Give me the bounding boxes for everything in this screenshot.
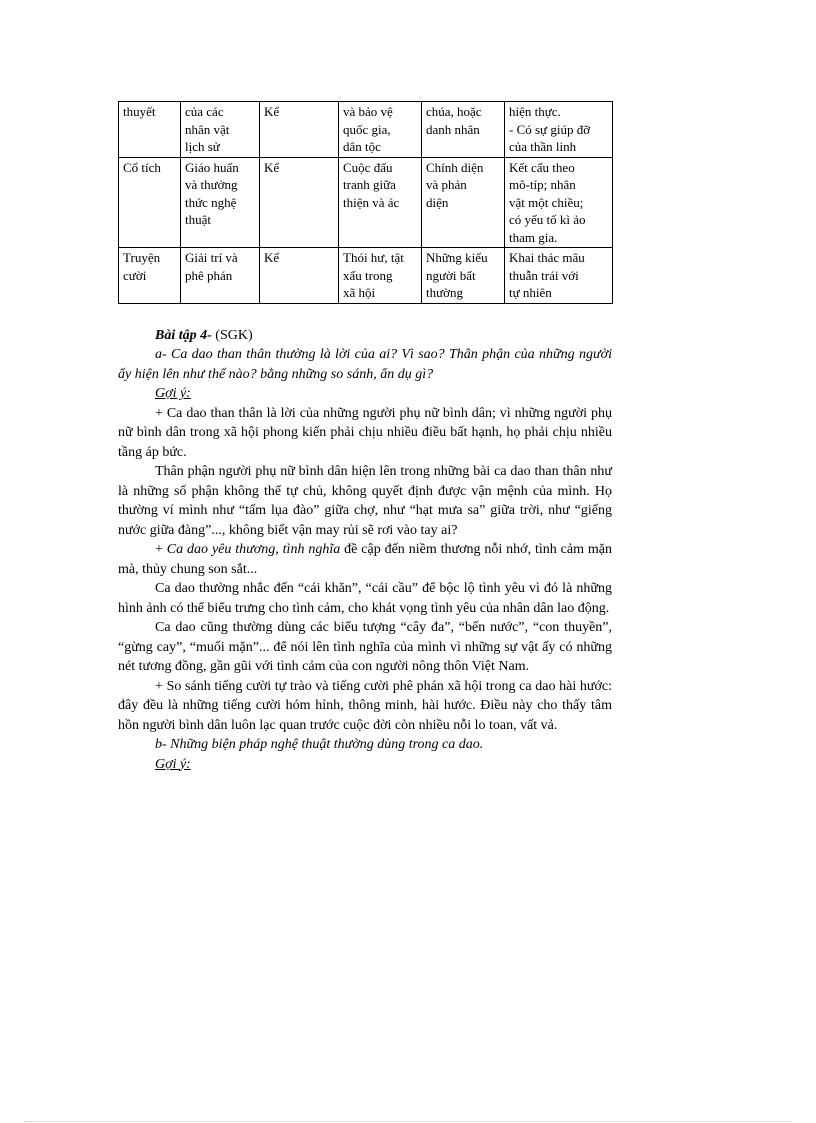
table-cell — [339, 102, 422, 158]
paragraph-4: Ca dao thường nhắc đến “cái khăn”, “cái cầu” để bộc lộ tình yêu vì đó là những hình ảnh có thể biểu trưng cho tình cảm, cho khát vọng tình yêu của nhân dân lao động. — [118, 581, 612, 616]
table-cell — [339, 157, 422, 248]
hint-label-a: Gợi ý: — [155, 386, 191, 401]
cell-text: xã hội — [343, 285, 376, 300]
table-cell — [505, 102, 613, 158]
table-cell — [119, 102, 181, 158]
cell-text: nhân vật — [185, 121, 230, 137]
cell-text: thuật — [185, 212, 211, 227]
question-a: a- Ca dao than thân thường là lời của ai? Vì sao? Thân phận của những người ấy hiện lên như thế nào? bằng những so sánh, ẩn dụ gì? — [118, 347, 612, 382]
document-page — [118, 101, 612, 774]
cell-text: có yếu tố kì ảo — [509, 212, 586, 227]
cell-text: thức nghệ — [185, 194, 237, 210]
table-cell — [422, 157, 505, 248]
table-cell — [422, 102, 505, 158]
cell-text: mô-típ; nhân — [509, 177, 576, 192]
cell-text: Khai thác mâu — [509, 250, 585, 265]
table-row — [119, 248, 613, 304]
table-cell — [339, 248, 422, 304]
table-cell — [260, 157, 339, 248]
cell-text: chúa, hoặc — [426, 104, 482, 119]
cell-text: Chính diện — [426, 159, 484, 175]
cell-text: thuẫn trái với — [509, 267, 579, 283]
genre-table — [118, 101, 613, 304]
table-cell — [119, 157, 181, 248]
cell-text: quốc gia, — [343, 121, 391, 137]
table-cell — [422, 248, 505, 304]
paragraph-3-prefix: + — [155, 542, 167, 557]
cell-text: Kết cấu theo — [509, 159, 575, 175]
cell-text: thuyết — [123, 104, 156, 119]
cell-text: và bảo vệ — [343, 104, 393, 119]
cell-text: thường — [426, 285, 464, 300]
exercise-heading — [118, 326, 612, 346]
exercise-section — [118, 326, 612, 775]
cell-text: Cuộc đấu — [343, 159, 393, 175]
cell-text: hiện thực. — [509, 104, 561, 119]
exercise-title: Bài tập 4- — [155, 327, 212, 343]
cell-text: Giải trí và — [185, 250, 238, 265]
cell-text: và phản — [426, 177, 467, 192]
paragraph-1: + Ca dao than thân là lời của những người phụ nữ bình dân; vì những người phụ nữ bình dân trong xã hội phong kiến phải chịu nhiều điều bất hạnh, họ phải chịu nhiều tầng áp bức. — [118, 405, 612, 460]
cell-text: vật một chiều; — [509, 194, 584, 210]
paragraph-2: Thân phận người phụ nữ bình dân hiện lên trong những bài ca dao than thân như là những số phận không thể tự chủ, không quyết định được vận mệnh của mình. Họ thường ví mình như “tấm lụa đào” giữa chợ, như “hạt mưa sa” giữa trời, như “giếng nước giữa đàng”..., không biết vận may rủi sẽ rơi vào tay ai? — [118, 464, 612, 538]
cell-text: người bất — [426, 267, 476, 283]
cell-text: của thần linh — [509, 139, 577, 154]
exercise-source: (SGK) — [211, 327, 253, 343]
cell-text: danh nhân — [426, 121, 480, 137]
cell-text: Kể — [264, 159, 280, 175]
table-cell — [119, 248, 181, 304]
cell-text: và thưởng — [185, 177, 238, 192]
table-cell — [505, 157, 613, 248]
cell-text: xấu trong — [343, 267, 393, 283]
cell-text: tự nhiên — [509, 285, 552, 300]
table-cell — [181, 157, 260, 248]
cell-text: tham gia. — [509, 229, 558, 245]
cell-text: - Có sự giúp đỡ — [509, 121, 591, 137]
paragraph-5: Ca dao cũng thường dùng các biểu tượng “cây đa”, “bến nước”, “con thuyền”, “gừng cay”, “muối mặn”... để nói lên tình nghĩa của mình vì những sự vật ấy có những nét tương đồng, gần gũi với tình cảm của con người nông thôn Việt Nam. — [118, 620, 612, 674]
cell-text: Giáo huấn — [185, 159, 239, 175]
cell-text: diện — [426, 194, 449, 210]
paragraph-3-rest: đề cập đến niềm thương nỗi nhớ, tình cảm mặn mà, thủy chung son sắt... — [118, 542, 612, 577]
cell-text: Kể — [264, 104, 280, 119]
cell-text: Truyện — [123, 250, 161, 265]
table-cell — [181, 248, 260, 304]
cell-text: của các — [185, 104, 224, 119]
page-bottom-rule — [24, 1121, 792, 1122]
cell-text: Thói hư, tật — [343, 250, 404, 265]
cell-text: thiện và ác — [343, 194, 400, 210]
table-row — [119, 157, 613, 248]
cell-text: phê phán — [185, 267, 233, 283]
table-cell — [181, 102, 260, 158]
hint-a-line — [118, 384, 612, 404]
hint-label-b: Gợi ý: — [155, 756, 191, 772]
cell-text: Những kiểu — [426, 250, 488, 265]
question-b: b- Những biện pháp nghệ thuật thường dùng trong ca dao. — [155, 737, 484, 752]
cell-text: lịch sử — [185, 139, 220, 154]
table-row — [119, 102, 613, 158]
cell-text: Kể — [264, 250, 280, 265]
paragraph-3-italic: Ca dao yêu thương, tình nghĩa — [166, 542, 341, 557]
table-cell — [260, 248, 339, 304]
cell-text: tranh giữa — [343, 177, 396, 192]
table-cell — [505, 248, 613, 304]
paragraph-3 — [118, 540, 612, 579]
cell-text: Cổ tích — [123, 159, 161, 175]
paragraph-6: + So sánh tiếng cười tự trào và tiếng cười phê phán xã hội trong ca dao hài hước: đây đều là những tiếng cười hóm hỉnh, thông minh, hài hước. Điều này cho thấy tâm hồn người bình dân luôn lạc quan trước cuộc đời còn nhiều nỗi lo toan, vất vả. — [118, 678, 612, 733]
cell-text: cười — [123, 267, 147, 283]
table-cell — [260, 102, 339, 158]
hint-b-line — [118, 755, 612, 775]
cell-text: dân tộc — [343, 139, 381, 154]
